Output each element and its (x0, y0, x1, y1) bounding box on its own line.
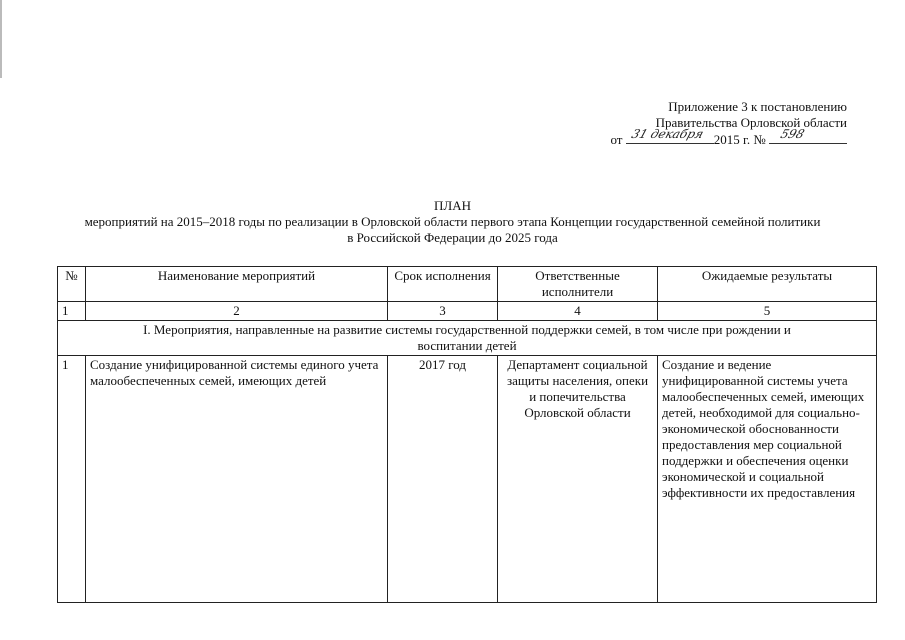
plan-table (57, 266, 877, 603)
header-results: Ожидаемые результаты (658, 267, 877, 302)
scan-edge-mark (0, 0, 2, 78)
header-name: Наименование мероприятий (86, 267, 388, 302)
appendix-line-3 (587, 127, 847, 148)
document-subtitle: мероприятий на 2015–2018 годы по реализации в Орловской области первого этапа Концепции государственной семейной политики в Российской Федерации до 2025 года (84, 214, 821, 245)
column-number: 4 (498, 302, 658, 321)
section-heading-row (58, 321, 877, 356)
section-heading: I. Мероприятия, направленные на развитие системы государственной поддержки семей, в том числе при рождении и воспитании детей (58, 321, 877, 356)
appendix-prefix: от (610, 132, 623, 147)
column-number: 3 (388, 302, 498, 321)
row-name: Создание унифицированной системы единого учета малообеспеченных семей, имеющих детей (86, 356, 388, 603)
table-row (58, 356, 877, 603)
document-title: ПЛАН (434, 198, 471, 213)
header-number: № (58, 267, 86, 302)
header-term: Срок исполнения (388, 267, 498, 302)
appendix-header (587, 99, 847, 148)
header-executors: Ответственные исполнители (498, 267, 658, 302)
row-term: 2017 год (388, 356, 498, 603)
column-number: 5 (658, 302, 877, 321)
appendix-year: 2015 г. № (713, 132, 766, 147)
row-result: Создание и ведение унифицированной системы учета малообеспеченных семей, имеющих детей, необходимой для социально-экономической обоснованности предоставления мер социальной поддержки и обеспечения оценки экономической и социальной эффективности их предоставления (658, 356, 877, 603)
row-number: 1 (58, 356, 86, 603)
appendix-line-1: Приложение 3 к постановлению (668, 99, 847, 114)
column-number-row (58, 302, 877, 321)
row-executors: Департамент социальной защиты населения, опеки и попечительства Орловской области (498, 356, 658, 603)
handwritten-number: 598 (778, 127, 807, 141)
column-number: 2 (86, 302, 388, 321)
handwritten-date: 31 декабря (629, 127, 706, 141)
column-number: 1 (58, 302, 86, 321)
date-field (626, 127, 714, 144)
appendix-line-2: Правительства Орловской области (655, 115, 847, 130)
number-field (769, 127, 847, 144)
table-header-row (58, 267, 877, 302)
